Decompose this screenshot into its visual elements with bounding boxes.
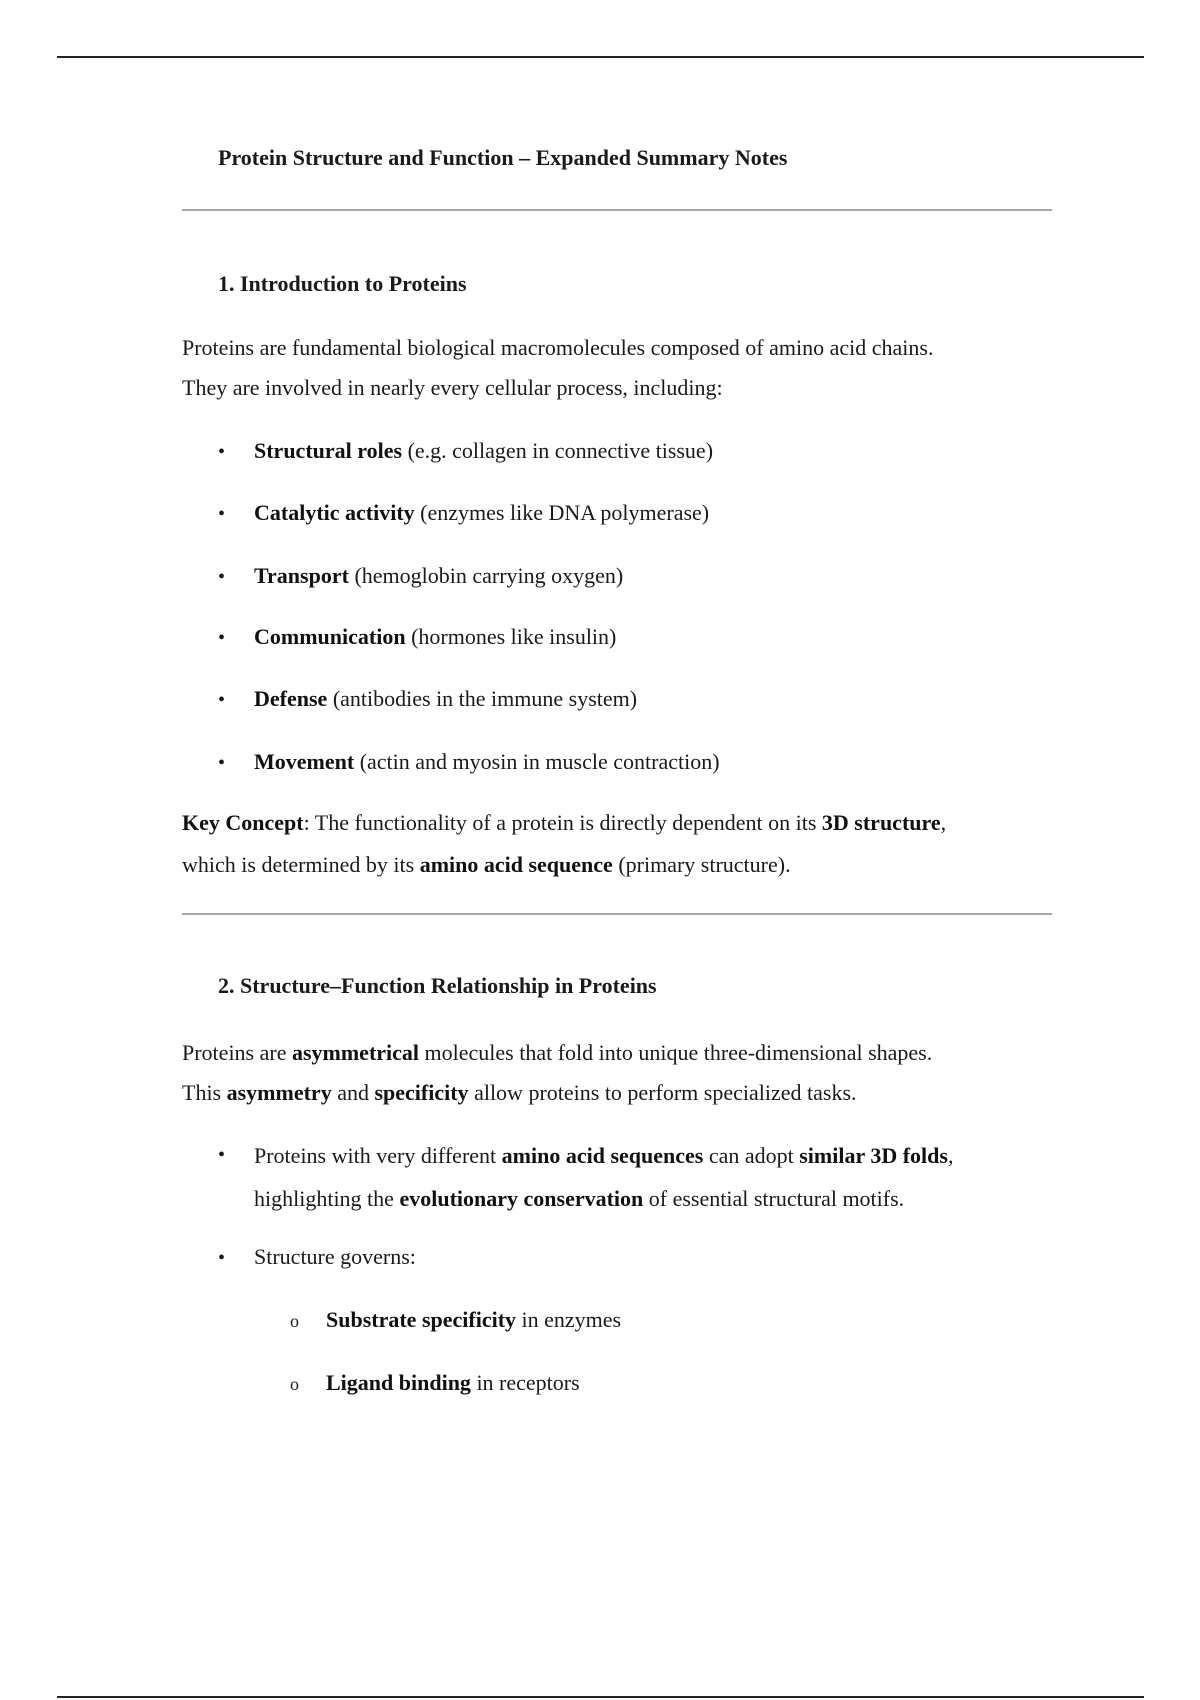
- list-item: [218, 741, 720, 784]
- list-item-text: can adopt: [703, 1143, 800, 1168]
- list-item-text: Structure governs:: [254, 1244, 416, 1269]
- bullet-marker: •: [218, 441, 226, 463]
- sub-bullet-marker: o: [290, 1311, 299, 1331]
- list-item: [218, 616, 616, 659]
- list-item-text: Proteins with very different: [254, 1143, 502, 1168]
- paragraph-text: allow proteins to perform specialized tasks.: [468, 1080, 857, 1105]
- list-item-emphasis: evolutionary conservation: [399, 1186, 644, 1211]
- paragraph-text: This: [182, 1080, 227, 1105]
- key-concept-label: Key Concept: [182, 810, 304, 835]
- paragraph-emphasis: asymmetrical: [291, 1040, 420, 1065]
- bullet-marker: •: [218, 503, 226, 525]
- intro-line-2: They are involved in nearly every cellular process, including:: [182, 375, 723, 400]
- section-1-intro: [182, 328, 1052, 408]
- key-concept: [182, 802, 1052, 886]
- list-item-text: of essential structural motifs.: [643, 1186, 905, 1211]
- paragraph-text: Proteins are: [182, 1040, 292, 1065]
- bullet-marker: •: [218, 752, 226, 774]
- sub-list-item-detail: in enzymes: [516, 1307, 622, 1332]
- paragraph-text: molecules that fold into unique three-dimensional shapes.: [419, 1040, 933, 1065]
- list-item: [218, 430, 713, 473]
- sub-list-item: [290, 1299, 621, 1342]
- key-concept-text: : The functionality of a protein is directly dependent on its: [303, 810, 822, 835]
- document-title: Protein Structure and Function – Expanded Summary Notes: [218, 145, 788, 170]
- key-concept-emphasis: 3D structure: [821, 810, 941, 835]
- list-item-term: Communication: [254, 624, 406, 649]
- list-item-emphasis: amino acid sequences: [501, 1143, 704, 1168]
- bullet-marker: •: [218, 627, 226, 649]
- list-item: [218, 555, 623, 598]
- bullet-marker: •: [218, 566, 226, 588]
- paragraph-text: and: [331, 1080, 375, 1105]
- list-item-text: ,: [947, 1143, 954, 1168]
- list-item-term: Transport: [254, 563, 349, 588]
- key-concept-text: ,: [940, 810, 947, 835]
- list-item-emphasis: similar 3D folds: [799, 1143, 948, 1168]
- paragraph-emphasis: specificity: [374, 1080, 469, 1105]
- sub-list-item: [290, 1362, 580, 1405]
- list-item-text: highlighting the: [254, 1186, 400, 1211]
- list-item: [218, 492, 709, 535]
- section-1-heading: 1. Introduction to Proteins: [218, 271, 467, 296]
- list-item-detail: (antibodies in the immune system): [327, 686, 638, 711]
- section-2-intro: [182, 1033, 1052, 1113]
- list-item-detail: (enzymes like DNA polymerase): [414, 500, 710, 525]
- page-top-rule: [57, 56, 1144, 58]
- list-item-detail: (e.g. collagen in connective tissue): [402, 438, 714, 463]
- key-concept-text: (primary structure).: [612, 852, 791, 877]
- list-item: [218, 1236, 416, 1279]
- list-item-detail: (hemoglobin carrying oxygen): [348, 563, 624, 588]
- list-item-term: Movement: [254, 749, 355, 774]
- bullet-marker: •: [218, 1144, 226, 1166]
- intro-line-1: Proteins are fundamental biological macromolecules composed of amino acid chains.: [182, 335, 934, 360]
- sub-list-item-term: Ligand binding: [326, 1370, 471, 1395]
- sub-list-item-detail: in receptors: [470, 1370, 580, 1395]
- sub-bullet-marker: o: [290, 1374, 299, 1394]
- section-divider: [182, 209, 1052, 211]
- bullet-marker: •: [218, 1247, 226, 1269]
- sub-list-item-term: Substrate specificity: [326, 1307, 517, 1332]
- section-divider: [182, 913, 1052, 915]
- paragraph-emphasis: asymmetry: [226, 1080, 332, 1105]
- list-item-detail: (actin and myosin in muscle contraction): [354, 749, 720, 774]
- list-item-term: Catalytic activity: [254, 500, 415, 525]
- key-concept-emphasis: amino acid sequence: [419, 852, 613, 877]
- bullet-marker: •: [218, 689, 226, 711]
- list-item: [218, 678, 637, 721]
- list-item-term: Defense: [254, 686, 328, 711]
- list-item-detail: (hormones like insulin): [405, 624, 617, 649]
- key-concept-text: which is determined by its: [182, 852, 420, 877]
- list-item-term: Structural roles: [254, 438, 403, 463]
- page-bottom-rule: [57, 1696, 1144, 1698]
- section-2-heading: 2. Structure–Function Relationship in Proteins: [218, 973, 657, 998]
